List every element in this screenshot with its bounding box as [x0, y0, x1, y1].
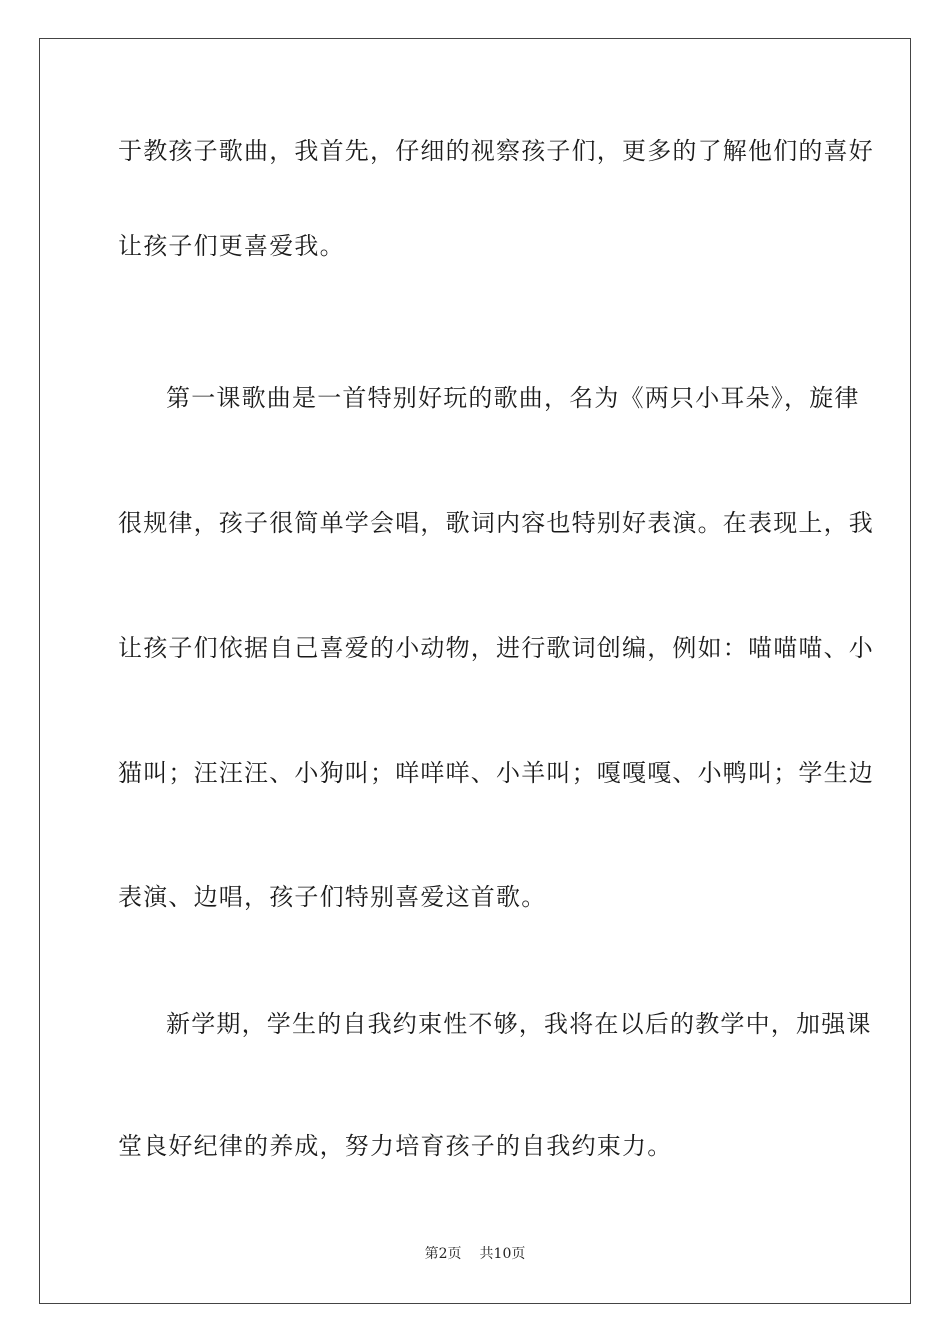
paragraph-start-line: 新学期，学生的自我约束性不够，我将在以后的教学中，加强课: [166, 1010, 872, 1038]
paragraph-start-line: 第一课歌曲是一首特别好玩的歌曲，名为《两只小耳朵》，旋律: [166, 384, 860, 412]
page-border: [39, 38, 911, 1304]
page-total: 共10页: [479, 1246, 526, 1262]
text-line: 让孩子们更喜爱我。: [118, 232, 345, 260]
text-line: 堂良好纪律的养成，努力培育孩子的自我约束力。: [118, 1132, 673, 1160]
page-footer: [0, 1245, 950, 1263]
page-number: 第2页: [424, 1246, 462, 1262]
text-line: 于教孩子歌曲，我首先，仔细的视察孩子们，更多的了解他们的喜好: [118, 137, 874, 165]
text-line: 猫叫；汪汪汪、小狗叫；咩咩咩、小羊叫；嘎嘎嘎、小鸭叫；学生边: [118, 759, 874, 787]
text-line: 很规律，孩子很简单学会唱，歌词内容也特别好表演。在表现上，我: [118, 509, 874, 537]
text-line: 让孩子们依据自己喜爱的小动物，进行歌词创编，例如：喵喵喵、小: [118, 634, 874, 662]
text-line: 表演、边唱，孩子们特别喜爱这首歌。: [118, 883, 547, 911]
